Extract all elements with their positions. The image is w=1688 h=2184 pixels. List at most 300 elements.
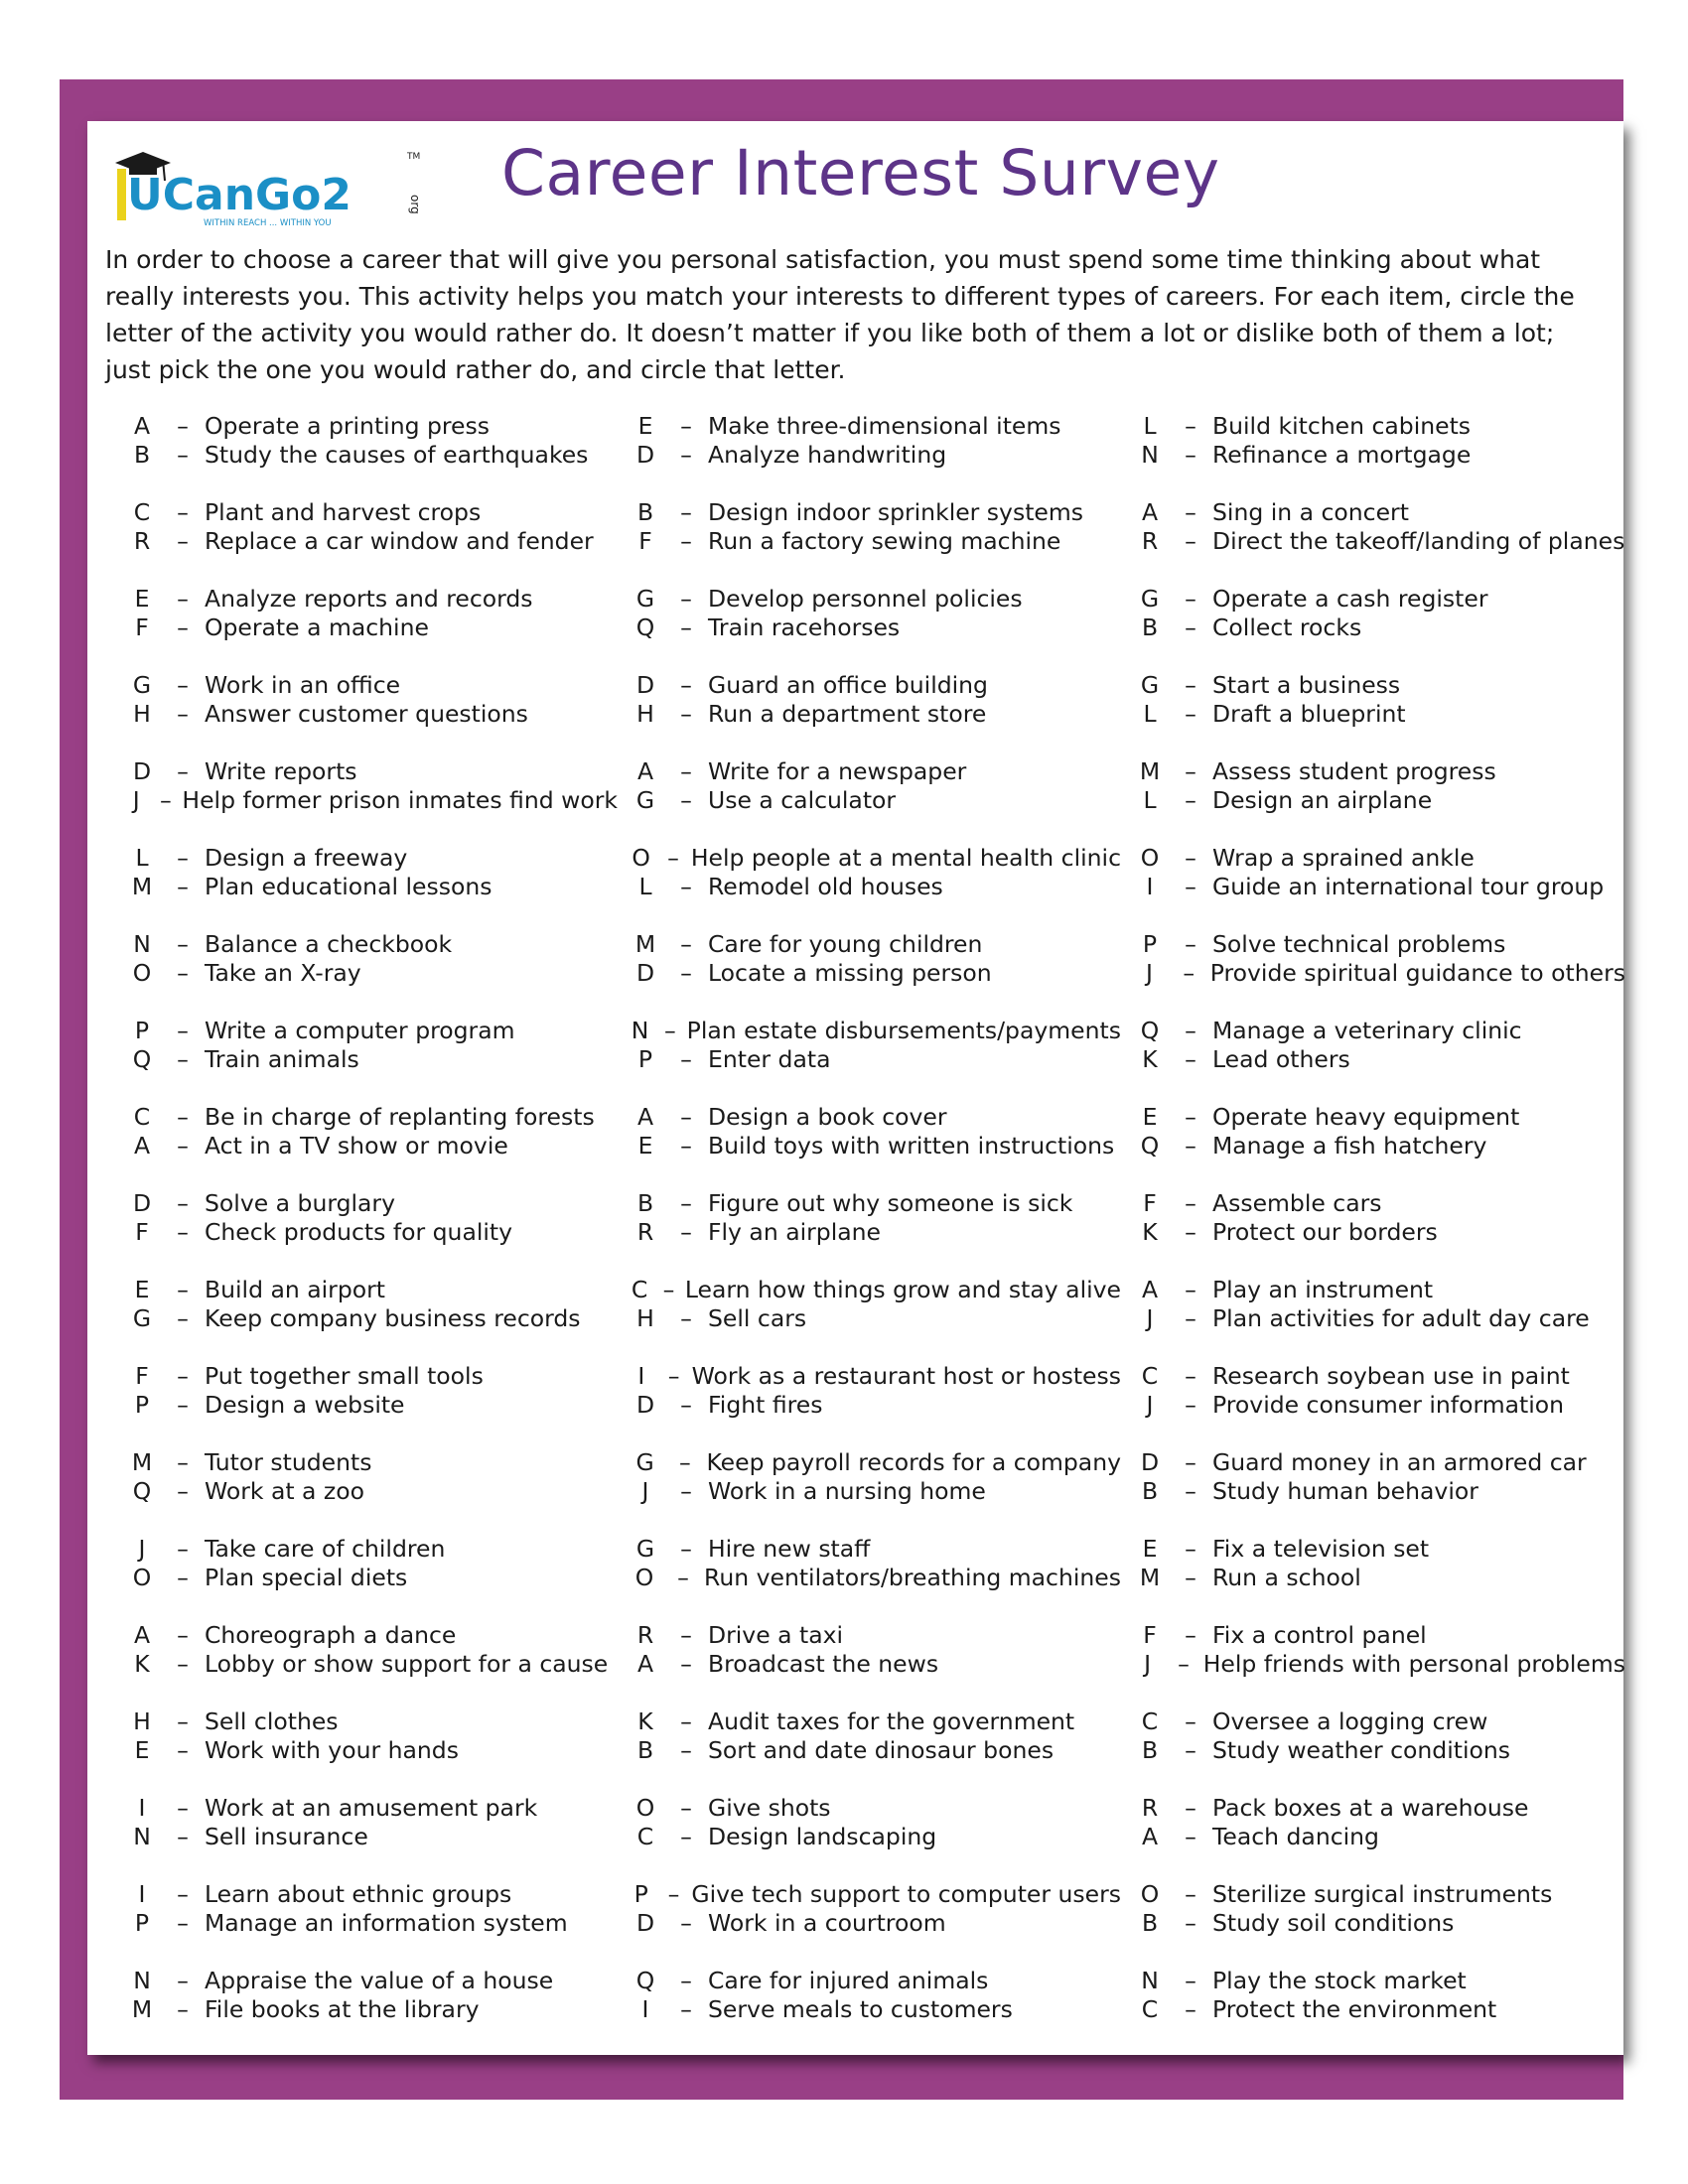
survey-option[interactable] [625, 1188, 1121, 1217]
survey-option[interactable] [1129, 613, 1625, 641]
option-letter[interactable]: M [1139, 756, 1161, 785]
option-letter[interactable]: G [1140, 670, 1160, 699]
option-letter[interactable]: C [1141, 1706, 1159, 1735]
dash-separator: – [667, 1361, 680, 1390]
survey-option[interactable] [1129, 1534, 1625, 1563]
option-letter[interactable]: R [636, 1217, 654, 1246]
survey-option[interactable] [121, 1275, 618, 1303]
option-letter[interactable]: C [133, 497, 151, 526]
option-letter[interactable]: P [134, 1908, 150, 1937]
survey-option[interactable] [625, 1390, 1121, 1419]
option-letter[interactable]: R [1141, 1793, 1159, 1822]
survey-option[interactable] [1129, 1361, 1625, 1390]
survey-option[interactable] [625, 1908, 1121, 1937]
survey-option[interactable] [625, 411, 1121, 440]
option-letter[interactable]: F [135, 613, 149, 641]
option-letter[interactable]: J [138, 1534, 146, 1563]
option-activity: Run a factory sewing machine [708, 526, 1061, 555]
option-letter[interactable]: R [1141, 526, 1159, 555]
option-activity: Draft a blueprint [1212, 699, 1406, 728]
option-letter[interactable]: B [636, 497, 654, 526]
option-activity: Operate a printing press [205, 411, 490, 440]
option-letter[interactable]: N [631, 1016, 649, 1044]
option-letter[interactable]: A [133, 411, 151, 440]
survey-option[interactable] [625, 440, 1121, 469]
option-letter[interactable]: B [636, 1735, 654, 1764]
survey-option[interactable] [625, 1016, 1121, 1044]
survey-option[interactable] [625, 1563, 1121, 1591]
option-letter[interactable]: M [131, 1994, 153, 2023]
option-letter[interactable]: H [133, 1706, 151, 1735]
option-letter[interactable]: J [1144, 1649, 1152, 1678]
option-letter[interactable]: I [138, 1793, 146, 1822]
option-letter[interactable]: A [133, 1620, 151, 1649]
option-letter[interactable]: O [132, 1563, 152, 1591]
survey-option[interactable] [121, 1303, 618, 1332]
survey-option[interactable] [1129, 1476, 1625, 1505]
survey-option[interactable] [1129, 1735, 1625, 1764]
option-activity: Sell clothes [205, 1706, 339, 1735]
dash-separator: – [177, 1793, 189, 1822]
survey-option[interactable] [625, 1275, 1121, 1303]
option-letter[interactable]: O [635, 1793, 655, 1822]
survey-option[interactable] [121, 1735, 618, 1764]
survey-option[interactable] [121, 1390, 618, 1419]
survey-option[interactable] [625, 1303, 1121, 1332]
survey-item-pair [1129, 1016, 1625, 1102]
survey-item-pair [121, 756, 618, 843]
dash-separator: – [177, 1044, 189, 1073]
survey-option[interactable] [625, 526, 1121, 555]
dash-separator: – [1185, 1879, 1196, 1908]
survey-option[interactable] [625, 1706, 1121, 1735]
option-letter[interactable]: D [635, 1390, 655, 1419]
survey-option[interactable] [625, 1994, 1121, 2023]
dash-separator: – [177, 929, 189, 958]
survey-option[interactable] [1129, 1822, 1625, 1850]
option-activity: Give tech support to computer users [691, 1879, 1121, 1908]
option-letter[interactable]: N [1141, 440, 1159, 469]
survey-option[interactable] [625, 584, 1121, 613]
option-letter[interactable]: Q [1140, 1016, 1160, 1044]
survey-option[interactable] [121, 497, 618, 526]
option-letter[interactable]: J [1146, 1303, 1154, 1332]
option-letter[interactable]: K [134, 1649, 150, 1678]
survey-option[interactable] [121, 843, 618, 872]
option-letter[interactable]: B [1141, 613, 1159, 641]
option-letter[interactable]: D [635, 440, 655, 469]
survey-option[interactable] [1129, 872, 1625, 900]
option-letter[interactable]: E [637, 411, 653, 440]
option-activity: Assemble cars [1212, 1188, 1382, 1217]
option-letter[interactable]: G [635, 1534, 655, 1563]
survey-item-pair [121, 1534, 618, 1620]
option-letter[interactable]: E [134, 1275, 150, 1303]
option-letter[interactable]: N [133, 1966, 151, 1994]
option-letter[interactable]: M [634, 929, 656, 958]
survey-option[interactable] [1129, 699, 1625, 728]
option-letter[interactable]: N [133, 1822, 151, 1850]
survey-item-pair [121, 929, 618, 1016]
dash-separator: – [680, 1390, 692, 1419]
option-letter[interactable]: D [132, 1188, 152, 1217]
survey-option[interactable] [1129, 929, 1625, 958]
survey-option[interactable] [625, 1879, 1121, 1908]
option-letter[interactable]: H [636, 1303, 654, 1332]
survey-option[interactable] [625, 1361, 1121, 1390]
survey-option[interactable] [1129, 526, 1625, 555]
option-letter[interactable]: O [632, 843, 650, 872]
survey-option[interactable] [1129, 843, 1625, 872]
survey-option[interactable] [625, 497, 1121, 526]
option-letter[interactable]: O [634, 1563, 654, 1591]
dash-separator: – [177, 1706, 189, 1735]
option-letter[interactable]: A [133, 1131, 151, 1160]
dash-separator: – [1185, 1563, 1196, 1591]
option-letter[interactable]: K [637, 1706, 653, 1735]
survey-item-pair [625, 1275, 1121, 1361]
option-letter[interactable]: D [635, 958, 655, 987]
option-letter[interactable]: R [133, 526, 151, 555]
option-activity: Design a website [205, 1390, 405, 1419]
option-letter[interactable]: A [1141, 1822, 1159, 1850]
survey-option[interactable] [121, 440, 618, 469]
option-activity: Solve technical problems [1212, 929, 1506, 958]
option-letter[interactable]: E [637, 1131, 653, 1160]
option-activity: Wrap a sprained ankle [1212, 843, 1475, 872]
survey-option[interactable] [625, 756, 1121, 785]
option-letter[interactable]: L [1143, 699, 1157, 728]
survey-option[interactable] [625, 613, 1121, 641]
option-activity: Design an airplane [1212, 785, 1433, 814]
option-letter[interactable]: F [1143, 1188, 1157, 1217]
option-letter[interactable]: F [135, 1361, 149, 1390]
option-letter[interactable]: H [636, 699, 654, 728]
survey-option[interactable] [1129, 1188, 1625, 1217]
option-letter[interactable]: C [133, 1102, 151, 1131]
ucango2-logo [109, 147, 427, 226]
option-activity: Research soybean use in paint [1212, 1361, 1570, 1390]
option-letter[interactable]: O [1140, 1879, 1160, 1908]
survey-option[interactable] [1129, 1016, 1625, 1044]
survey-option[interactable] [121, 670, 618, 699]
option-activity: Work in an office [205, 670, 401, 699]
survey-option[interactable] [121, 1188, 618, 1217]
survey-option[interactable] [1129, 1649, 1625, 1678]
survey-option[interactable] [1129, 1217, 1625, 1246]
option-letter[interactable]: C [631, 1275, 648, 1303]
survey-option[interactable] [625, 1044, 1121, 1073]
option-letter[interactable]: D [635, 1908, 655, 1937]
survey-option[interactable] [1129, 1390, 1625, 1419]
survey-option[interactable] [121, 1822, 618, 1850]
option-letter[interactable]: I [637, 1361, 645, 1390]
option-letter[interactable]: C [1141, 1994, 1159, 2023]
option-letter[interactable]: H [133, 699, 151, 728]
option-letter[interactable]: G [1140, 584, 1160, 613]
survey-option[interactable] [625, 1102, 1121, 1131]
option-letter[interactable]: B [1141, 1476, 1159, 1505]
survey-option[interactable] [121, 1649, 618, 1678]
survey-option[interactable] [121, 1476, 618, 1505]
option-letter[interactable]: C [1141, 1361, 1159, 1390]
option-letter[interactable]: A [636, 1102, 654, 1131]
option-activity: Balance a checkbook [205, 929, 453, 958]
dash-separator: – [1185, 1131, 1196, 1160]
svg-text:UCanGo2: UCanGo2 [127, 170, 352, 220]
option-letter[interactable]: M [131, 1447, 153, 1476]
survey-option[interactable] [121, 1793, 618, 1822]
survey-option[interactable] [1129, 440, 1625, 469]
survey-option[interactable] [121, 1879, 618, 1908]
dash-separator: – [680, 1735, 692, 1764]
survey-option[interactable] [121, 1966, 618, 1994]
dash-separator: – [177, 1879, 189, 1908]
dash-separator: – [680, 1793, 692, 1822]
survey-option[interactable] [121, 785, 618, 814]
dash-separator: – [680, 1994, 692, 2023]
option-letter[interactable]: M [131, 872, 153, 900]
survey-option[interactable] [121, 1447, 618, 1476]
survey-option[interactable] [625, 1966, 1121, 1994]
option-letter[interactable]: A [636, 756, 654, 785]
survey-option[interactable] [1129, 411, 1625, 440]
option-activity: Pack boxes at a warehouse [1212, 1793, 1529, 1822]
option-letter[interactable]: B [133, 440, 151, 469]
survey-option[interactable] [121, 1706, 618, 1735]
survey-option[interactable] [1129, 1563, 1625, 1591]
option-letter[interactable]: B [636, 1188, 654, 1217]
survey-option[interactable] [625, 1534, 1121, 1563]
option-letter[interactable]: D [132, 756, 152, 785]
survey-option[interactable] [121, 1044, 618, 1073]
survey-option[interactable] [1129, 1620, 1625, 1649]
survey-option[interactable] [1129, 1044, 1625, 1073]
dash-separator: – [177, 440, 189, 469]
option-letter[interactable]: I [1146, 872, 1154, 900]
option-letter[interactable]: J [641, 1476, 649, 1505]
option-letter[interactable]: I [641, 1994, 649, 2023]
option-letter[interactable]: Q [1140, 1131, 1160, 1160]
dash-separator: – [680, 1706, 692, 1735]
option-activity: Design indoor sprinkler systems [708, 497, 1084, 526]
survey-option[interactable] [1129, 497, 1625, 526]
survey-option[interactable] [121, 1131, 618, 1160]
option-activity: Replace a car window and fender [205, 526, 594, 555]
option-letter[interactable]: F [1143, 1620, 1157, 1649]
option-letter[interactable]: J [132, 785, 140, 814]
survey-option[interactable] [121, 1217, 618, 1246]
option-letter[interactable]: Q [132, 1476, 152, 1505]
survey-option[interactable] [1129, 1966, 1625, 1994]
dash-separator: – [662, 1275, 675, 1303]
survey-option[interactable] [121, 584, 618, 613]
survey-option[interactable] [121, 1361, 618, 1390]
survey-option[interactable] [1129, 958, 1625, 987]
survey-item-pair [1129, 929, 1625, 1016]
survey-item-pair [625, 1706, 1121, 1793]
survey-item-pair [1129, 411, 1625, 497]
survey-option[interactable] [1129, 785, 1625, 814]
dash-separator: – [680, 756, 692, 785]
survey-option[interactable] [625, 1447, 1121, 1476]
option-letter[interactable]: G [635, 785, 655, 814]
dash-separator: – [1185, 1217, 1196, 1246]
option-letter[interactable]: K [1142, 1044, 1158, 1073]
survey-option[interactable] [121, 1620, 618, 1649]
option-letter[interactable]: O [132, 958, 152, 987]
option-letter[interactable]: E [1142, 1102, 1158, 1131]
survey-option[interactable] [625, 699, 1121, 728]
option-activity: Broadcast the news [708, 1649, 939, 1678]
option-letter[interactable]: Q [635, 613, 655, 641]
survey-option[interactable] [121, 411, 618, 440]
dash-separator: – [680, 958, 692, 987]
option-activity: Study the causes of earthquakes [205, 440, 589, 469]
dash-separator: – [177, 1735, 189, 1764]
option-letter[interactable]: P [1142, 929, 1158, 958]
option-letter[interactable]: P [633, 1879, 648, 1908]
option-letter[interactable]: L [1143, 411, 1157, 440]
option-activity: Operate a machine [205, 613, 429, 641]
survey-option[interactable] [1129, 1793, 1625, 1822]
survey-option[interactable] [625, 1735, 1121, 1764]
dash-separator: – [680, 1131, 692, 1160]
survey-option[interactable] [121, 1994, 618, 2023]
option-letter[interactable]: B [1141, 1735, 1159, 1764]
option-letter[interactable]: P [637, 1044, 653, 1073]
option-letter[interactable]: M [1139, 1563, 1161, 1591]
survey-option[interactable] [1129, 1879, 1625, 1908]
option-letter[interactable]: O [1140, 843, 1160, 872]
survey-option[interactable] [625, 1217, 1121, 1246]
survey-option[interactable] [121, 1534, 618, 1563]
survey-option[interactable] [1129, 1303, 1625, 1332]
option-activity: Plan educational lessons [205, 872, 492, 900]
survey-option[interactable] [121, 699, 618, 728]
survey-option[interactable] [1129, 584, 1625, 613]
dash-separator: – [1185, 1994, 1196, 2023]
option-letter[interactable]: Q [635, 1966, 655, 1994]
option-letter[interactable]: L [638, 872, 652, 900]
option-letter[interactable]: F [135, 1217, 149, 1246]
option-letter[interactable]: D [1140, 1447, 1160, 1476]
survey-option[interactable] [1129, 1102, 1625, 1131]
option-letter[interactable]: E [134, 1735, 150, 1764]
option-letter[interactable]: E [134, 584, 150, 613]
option-letter[interactable]: P [134, 1390, 150, 1419]
option-activity: Design a book cover [708, 1102, 947, 1131]
option-letter[interactable]: G [132, 1303, 152, 1332]
survey-option[interactable] [625, 872, 1121, 900]
survey-option[interactable] [121, 1102, 618, 1131]
option-letter[interactable]: Q [132, 1044, 152, 1073]
option-letter[interactable]: L [135, 843, 149, 872]
option-letter[interactable]: G [635, 584, 655, 613]
option-activity: Teach dancing [1212, 1822, 1379, 1850]
survey-option[interactable] [1129, 1447, 1625, 1476]
option-letter[interactable]: A [1141, 497, 1159, 526]
survey-option[interactable] [121, 1563, 618, 1591]
dash-separator: – [1185, 526, 1196, 555]
option-activity: Protect our borders [1212, 1217, 1438, 1246]
survey-option[interactable] [1129, 1908, 1625, 1937]
option-letter[interactable]: N [1141, 1966, 1159, 1994]
survey-item-pair [121, 670, 618, 756]
survey-option[interactable] [625, 1476, 1121, 1505]
survey-option[interactable] [625, 929, 1121, 958]
survey-option[interactable] [625, 1649, 1121, 1678]
survey-item-pair [625, 929, 1121, 1016]
option-letter[interactable]: D [635, 670, 655, 699]
survey-item-pair [121, 1361, 618, 1447]
option-letter[interactable]: E [1142, 1534, 1158, 1563]
option-letter[interactable]: N [133, 929, 151, 958]
dash-separator: – [678, 1447, 691, 1476]
option-activity: Appraise the value of a house [205, 1966, 554, 1994]
survey-option[interactable] [121, 872, 618, 900]
option-letter[interactable]: P [134, 1016, 150, 1044]
option-letter[interactable]: A [636, 1649, 654, 1678]
option-letter[interactable]: G [635, 1447, 654, 1476]
option-activity: Train animals [205, 1044, 359, 1073]
option-activity: Keep company business records [205, 1303, 581, 1332]
survey-option[interactable] [625, 1131, 1121, 1160]
option-activity: Work at a zoo [205, 1476, 365, 1505]
survey-option[interactable] [121, 1908, 618, 1937]
dash-separator: – [177, 1908, 189, 1937]
option-letter[interactable]: R [636, 1620, 654, 1649]
survey-item-pair [625, 1361, 1121, 1447]
survey-option[interactable] [1129, 1275, 1625, 1303]
survey-option[interactable] [121, 1016, 618, 1044]
option-activity: Plan estate disbursements/payments [686, 1016, 1121, 1044]
survey-option[interactable] [625, 843, 1121, 872]
option-letter[interactable]: I [138, 1879, 146, 1908]
survey-option[interactable] [625, 1822, 1121, 1850]
option-letter[interactable]: B [1141, 1908, 1159, 1937]
survey-option[interactable] [1129, 1131, 1625, 1160]
survey-option[interactable] [121, 958, 618, 987]
survey-option[interactable] [625, 958, 1121, 987]
survey-option[interactable] [121, 526, 618, 555]
option-letter[interactable]: A [1141, 1275, 1159, 1303]
option-activity: Guard money in an armored car [1212, 1447, 1587, 1476]
option-letter[interactable]: G [132, 670, 152, 699]
option-letter[interactable]: J [1145, 958, 1153, 987]
survey-option[interactable] [1129, 756, 1625, 785]
survey-option[interactable] [625, 1793, 1121, 1822]
survey-option[interactable] [1129, 1994, 1625, 2023]
survey-option[interactable] [625, 1620, 1121, 1649]
svg-text:org: org [408, 195, 422, 214]
survey-option[interactable] [121, 613, 618, 641]
survey-option[interactable] [121, 756, 618, 785]
survey-option[interactable] [625, 670, 1121, 699]
survey-option[interactable] [625, 785, 1121, 814]
option-letter[interactable]: J [1146, 1390, 1154, 1419]
option-letter[interactable]: F [638, 526, 652, 555]
survey-option[interactable] [121, 929, 618, 958]
survey-item-pair [1129, 1102, 1625, 1188]
option-letter[interactable]: K [1142, 1217, 1158, 1246]
survey-option[interactable] [1129, 670, 1625, 699]
survey-option[interactable] [1129, 1706, 1625, 1735]
option-letter[interactable]: L [1143, 785, 1157, 814]
dash-separator: – [680, 584, 692, 613]
option-activity: Play an instrument [1212, 1275, 1434, 1303]
option-letter[interactable]: C [636, 1822, 654, 1850]
